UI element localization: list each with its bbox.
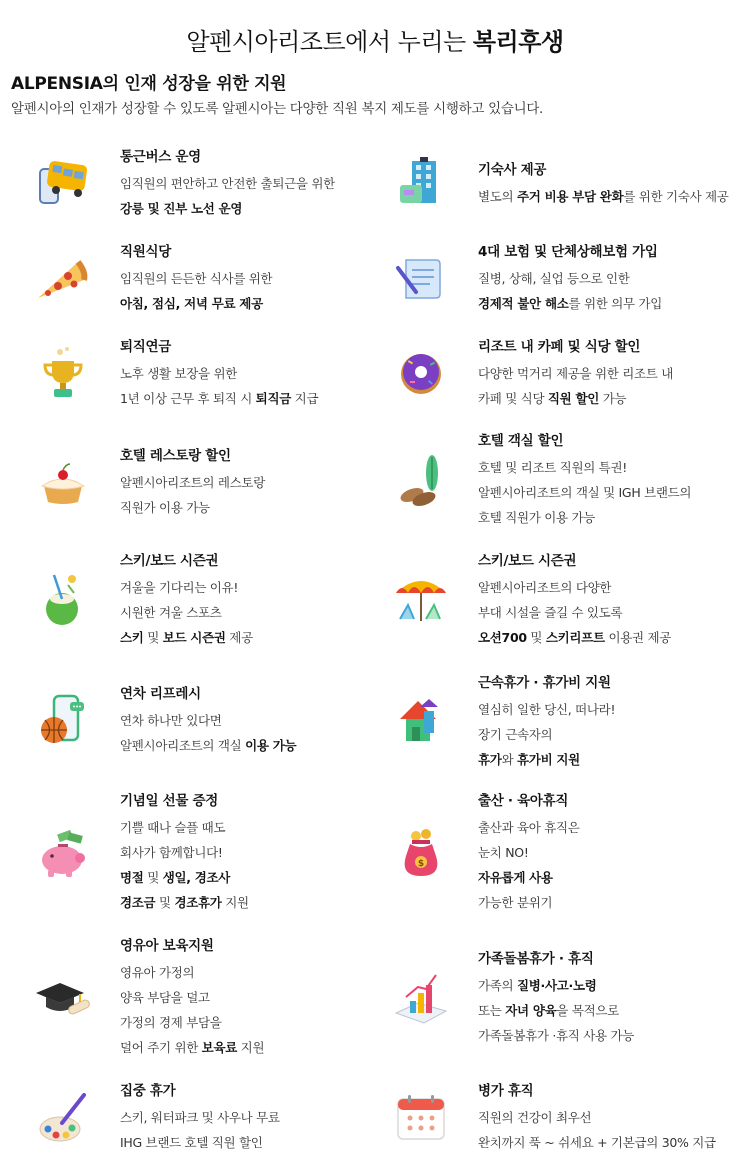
benefit-description-line <box>478 1023 748 1048</box>
benefit-title: 리조트 내 카페 및 식당 할인 <box>478 339 641 355</box>
benefit-title: 직원식당 <box>120 244 171 260</box>
benefit-text-segment: 알펜시아리조트의 객실 <box>120 738 246 753</box>
page-title <box>0 22 750 57</box>
paint-palette-icon <box>32 1087 94 1149</box>
benefit-text-segment: 및 <box>143 630 163 645</box>
benefit-title: 통근버스 운영 <box>120 149 201 165</box>
benefit-highlight-text: 질병·사고·노령 <box>517 978 597 993</box>
benefit-text <box>478 790 748 915</box>
donut-icon <box>390 343 452 405</box>
benefit-description-line <box>120 890 390 915</box>
benefit-text-segment: 제공 <box>225 630 253 645</box>
benefit-title: 호텔 객실 할인 <box>478 433 564 449</box>
benefit-text-segment: 직원의 건강이 최우선 <box>478 1110 592 1125</box>
benefit-description-line <box>120 266 390 291</box>
benefit-description-line <box>478 890 748 915</box>
benefit-text-segment: 영유아 가정의 <box>120 965 195 980</box>
benefit-title: 영유아 보육지원 <box>120 938 214 954</box>
section-description: 알펜시아의 인재가 성장할 수 있도록 알펜시아는 다양한 직원 복지 제도를 시행하고 있습니다. <box>11 101 544 117</box>
benefit-description-line <box>120 733 390 758</box>
benefit-title: 기숙사 제공 <box>478 162 547 178</box>
benefit-text-segment: 노후 생활 보장을 위한 <box>120 366 237 381</box>
benefit-text <box>120 935 390 1060</box>
benefit-text-segment: 직원가 이용 가능 <box>120 500 210 515</box>
benefit-title: 호텔 레스토랑 할인 <box>120 448 231 464</box>
benefit-text-segment: 부대 시설을 즐길 수 있도록 <box>478 605 623 620</box>
benefit-text-segment: 를 위한 의무 가입 <box>568 296 662 311</box>
benefit-description-line <box>478 840 748 865</box>
benefit-text-segment: 출산과 육아 휴직은 <box>478 820 580 835</box>
benefit-text-segment: 눈치 NO! <box>478 845 529 860</box>
benefit-text-segment: 또는 <box>478 1003 506 1018</box>
benefit-description-line <box>120 625 390 650</box>
benefit-title: 4대 보험 및 단체상해보험 가입 <box>478 244 658 260</box>
growth-chart-icon <box>390 967 452 1029</box>
benefit-description-line <box>120 985 390 1010</box>
benefit-text-segment: 지원 <box>237 1040 265 1055</box>
benefit-description-line <box>478 600 748 625</box>
benefit-text <box>478 948 748 1048</box>
document-scroll-icon <box>390 248 452 310</box>
graduation-cap-icon <box>32 967 94 1029</box>
benefit-description-line <box>120 386 390 411</box>
benefit-highlight-text: 스키 <box>120 630 144 645</box>
benefit-text <box>478 430 748 530</box>
benefit-description-line <box>120 708 390 733</box>
benefit-text <box>478 241 748 316</box>
benefit-text <box>120 790 390 915</box>
calendar-icon <box>390 1087 452 1149</box>
benefit-highlight-text: 강릉 및 진부 노선 운영 <box>120 201 243 216</box>
benefit-title: 스키/보드 시즌권 <box>120 553 219 569</box>
benefit-text-segment: 알펜시아리조트의 레스토랑 <box>120 475 265 490</box>
benefit-text <box>478 159 748 209</box>
benefit-text <box>478 550 748 650</box>
benefit-text-segment: 덜어 주기 위한 <box>120 1040 202 1055</box>
benefit-title: 퇴직연금 <box>120 339 171 355</box>
flip-flops-surfboard-icon <box>390 449 452 511</box>
benefit-description-line <box>120 291 390 316</box>
pizza-icon <box>32 248 94 310</box>
benefit-title: 출산 · 육아휴직 <box>478 793 569 809</box>
benefit-description-line <box>478 291 748 316</box>
benefit-text <box>120 550 390 650</box>
benefit-text-segment: 알펜시아리조트의 다양한 <box>478 580 612 595</box>
benefit-description-line <box>478 455 748 480</box>
benefit-title: 근속휴가 · 휴가비 지원 <box>478 675 611 691</box>
benefit-highlight-text: 휴가비 지원 <box>517 752 580 767</box>
benefit-title: 연차 리프레시 <box>120 686 201 702</box>
benefit-text-segment: 임직원의 든든한 식사를 위한 <box>120 271 273 286</box>
benefit-text-segment: 와 <box>501 752 518 767</box>
benefit-text-segment: 스키, 워터파크 및 사우나 무료 <box>120 1110 280 1125</box>
benefit-description-line <box>478 815 748 840</box>
benefit-description-line <box>120 840 390 865</box>
benefit-text-segment: 및 <box>526 630 546 645</box>
benefit-text <box>478 336 748 411</box>
benefit-description-line <box>120 196 390 221</box>
benefit-text <box>120 1080 390 1155</box>
benefit-description-line <box>478 361 748 386</box>
benefit-description-line <box>120 1010 390 1035</box>
benefit-description-line <box>120 1105 390 1130</box>
benefit-text-segment: 다양한 먹거리 제공을 위한 리조트 내 <box>478 366 673 381</box>
benefit-description-line <box>478 697 748 722</box>
page-title-plain: 알펜시아리조트에서 누리는 <box>186 28 466 56</box>
benefit-title: 스키/보드 시즌권 <box>478 553 577 569</box>
benefit-highlight-text: 경제적 불안 해소 <box>478 296 569 311</box>
benefit-description-line <box>120 1130 390 1155</box>
benefit-text-segment: 회사가 함께합니다! <box>120 845 223 860</box>
benefit-description-line <box>478 973 748 998</box>
benefit-text-segment: 을 목적으로 <box>556 1003 619 1018</box>
benefit-text <box>120 146 390 221</box>
benefit-title: 기념일 선물 증정 <box>120 793 218 809</box>
benefit-highlight-text: 퇴직금 <box>255 391 291 406</box>
benefit-description-line <box>120 600 390 625</box>
benefit-description-line <box>120 171 390 196</box>
benefit-text <box>478 672 748 772</box>
benefit-highlight-text: 자유롭게 사용 <box>478 870 553 885</box>
benefit-text-segment: 임직원의 편안하고 안전한 출퇴근을 위한 <box>120 176 335 191</box>
benefit-text-segment: 기쁠 때나 슬플 때도 <box>120 820 226 835</box>
benefit-text-segment: 가족돌봄휴가 ·휴직 사용 가능 <box>478 1028 634 1043</box>
phone-basketball-icon <box>32 690 94 752</box>
benefit-highlight-text: 명절 <box>120 870 144 885</box>
benefit-text-segment: 별도의 <box>478 189 517 204</box>
benefit-highlight-text: 경조휴가 <box>174 895 222 910</box>
benefit-text-segment: 질병, 상해, 실업 등으로 인한 <box>478 271 630 286</box>
benefit-text-segment: 가능 <box>599 391 627 406</box>
benefit-text-segment: 겨울을 기다리는 이유! <box>120 580 239 595</box>
benefit-highlight-text: 아침, 점심, 저녁 무료 제공 <box>120 296 263 311</box>
benefit-text <box>478 1080 748 1155</box>
benefit-text-segment: 호텔 및 리조트 직원의 특권! <box>478 460 627 475</box>
benefit-description-line <box>478 184 748 209</box>
benefit-text-segment: 를 위한 기숙사 제공 <box>623 189 729 204</box>
benefit-highlight-text: 보드 시즌권 <box>162 630 226 645</box>
benefit-text-segment: 지원 <box>221 895 249 910</box>
benefit-text-segment: 가능한 분위기 <box>478 895 553 910</box>
dormitory-building-icon <box>390 153 452 215</box>
benefit-text-segment: 이용권 제공 <box>604 630 671 645</box>
benefit-highlight-text: 생일, 경조사 <box>162 870 231 885</box>
benefit-description-line <box>478 505 748 530</box>
benefit-highlight-text: 스키리프트 <box>545 630 605 645</box>
benefit-highlight-text: 경조금 <box>120 895 156 910</box>
benefit-description-line <box>120 361 390 386</box>
benefit-title: 가족돌봄휴가 · 휴직 <box>478 951 594 967</box>
benefit-description-line <box>120 495 390 520</box>
benefit-description-line <box>120 865 390 890</box>
cake-icon <box>32 452 94 514</box>
benefit-text-segment: 및 <box>155 895 175 910</box>
benefit-text-segment: 완치까지 푹 ~ 쉬세요 + 기본급의 30% 지급 <box>478 1135 716 1150</box>
school-bus-icon <box>32 153 94 215</box>
benefit-text-segment: 시원한 겨울 스포츠 <box>120 605 222 620</box>
benefit-text-segment: 열심히 일한 당신, 떠나라! <box>478 702 616 717</box>
benefit-title: 병가 휴직 <box>478 1083 534 1099</box>
benefit-description-line <box>120 470 390 495</box>
section-heading: ALPENSIA의 인재 성장을 위한 지원 <box>11 74 287 94</box>
piggy-bank-icon <box>32 822 94 884</box>
page-title-bold: 복리후생 <box>472 28 564 56</box>
benefit-description-line <box>120 960 390 985</box>
benefit-description-line <box>478 998 748 1023</box>
benefit-description-line <box>478 722 748 747</box>
benefit-title: 집중 휴가 <box>120 1083 176 1099</box>
benefit-text-segment: 알펜시아리조트의 객실 및 IGH 브랜드의 <box>478 485 692 500</box>
benefit-description-line <box>478 386 748 411</box>
benefit-description-line <box>120 815 390 840</box>
benefit-text-segment: 및 <box>143 870 163 885</box>
benefit-text <box>120 683 390 758</box>
benefit-text-segment: 장기 근속자의 <box>478 727 553 742</box>
benefit-text-segment: 연차 하나만 있다면 <box>120 713 222 728</box>
benefit-text-segment: 지급 <box>291 391 319 406</box>
benefit-highlight-text: 직원 할인 <box>547 391 600 406</box>
benefit-description-line <box>120 575 390 600</box>
benefit-description-line <box>478 625 748 650</box>
benefit-highlight-text: 자녀 양육 <box>505 1003 557 1018</box>
benefit-description-line <box>478 575 748 600</box>
svg-text:$: $ <box>417 859 425 869</box>
trophy-icon <box>32 343 94 405</box>
benefit-text-segment: 가정의 경제 부담을 <box>120 1015 222 1030</box>
benefit-highlight-text: 이용 가능 <box>245 738 297 753</box>
benefit-highlight-text: 휴가 <box>478 752 502 767</box>
benefit-text-segment: 호텔 직원가 이용 가능 <box>478 510 595 525</box>
benefit-text-segment: 가족의 <box>478 978 517 993</box>
house-arrows-icon <box>390 691 452 753</box>
benefit-text <box>120 241 390 316</box>
benefit-highlight-text: 오션700 <box>478 630 527 645</box>
money-bag-icon <box>390 822 452 884</box>
benefit-description-line <box>120 1035 390 1060</box>
benefit-text-segment: 1년 이상 근무 후 퇴직 시 <box>120 391 256 406</box>
benefit-description-line <box>478 266 748 291</box>
benefit-description-line <box>478 480 748 505</box>
benefit-description-line <box>478 1130 748 1155</box>
benefit-description-line <box>478 747 748 772</box>
benefit-text-segment: 양육 부담을 덜고 <box>120 990 210 1005</box>
coconut-drink-icon <box>32 569 94 631</box>
benefit-text-segment: IHG 브랜드 호텔 직원 할인 <box>120 1135 263 1150</box>
beach-umbrella-icon <box>390 569 452 631</box>
benefit-description-line <box>478 865 748 890</box>
benefit-highlight-text: 주거 비용 부담 완화 <box>517 189 624 204</box>
benefit-highlight-text: 보육료 <box>201 1040 237 1055</box>
benefit-text <box>120 445 390 520</box>
benefit-description-line <box>478 1105 748 1130</box>
benefit-text <box>120 336 390 411</box>
benefit-text-segment: 카페 및 식당 <box>478 391 548 406</box>
